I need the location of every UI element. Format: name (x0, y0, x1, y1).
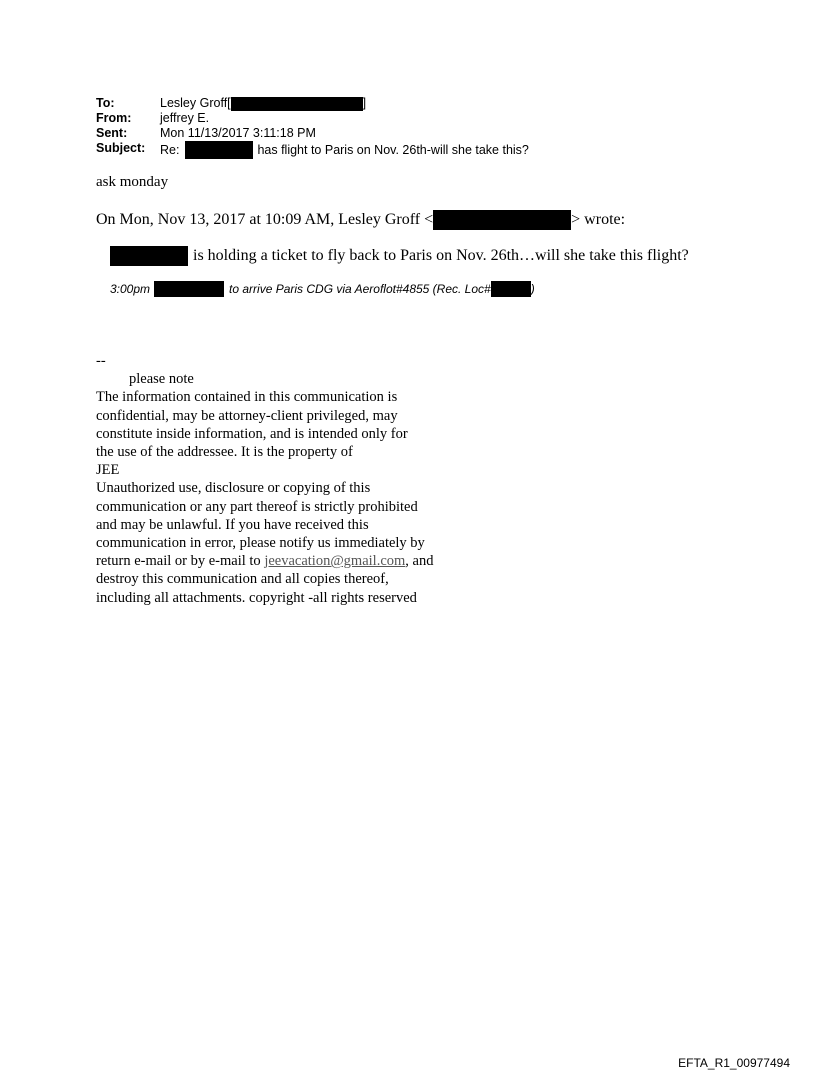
subject-row (96, 141, 529, 159)
flight-time: 3:00pm (110, 282, 151, 296)
redaction-box (491, 281, 531, 297)
email-link[interactable]: jeevacation@gmail.com (264, 553, 406, 570)
redaction-box (231, 97, 363, 111)
subject-prefix: Re: (160, 142, 180, 157)
to-value (160, 96, 366, 111)
disclaimer-line: confidential, may be attorney-client privileged, may (96, 407, 398, 424)
from-row (96, 111, 529, 126)
reply-text: ask monday (96, 174, 169, 190)
disclaimer-line: The information contained in this communication is (96, 389, 398, 406)
disclaimer-line: JEE (96, 462, 120, 479)
from-label: From: (96, 111, 132, 125)
redaction-box (433, 210, 571, 230)
signature-block (96, 352, 516, 607)
redaction-box (110, 246, 188, 266)
disclaimer-line: destroy this communication and all copies thereof, (96, 571, 389, 588)
signature-dash: -- (96, 353, 106, 369)
subject-value (160, 141, 529, 159)
sent-value: Mon 11/13/2017 3:11:18 PM (160, 126, 316, 140)
disclaimer-line: constitute inside information, and is intended only for (96, 425, 408, 442)
flight-details (110, 281, 535, 297)
flight-mid: to arrive Paris CDG via Aeroflot#4855 (Rec. Loc# (229, 282, 491, 296)
subject-label: Subject: (96, 141, 146, 155)
quote-intro-after: > wrote: (571, 211, 626, 228)
disclaimer-line: including all attachments. copyright -all rights reserved (96, 589, 417, 606)
disclaimer-line: Unauthorized use, disclosure or copying of this (96, 480, 371, 497)
disclaimer-line: communication or any part thereof is strictly prohibited (96, 498, 418, 515)
quote-intro-before: On Mon, Nov 13, 2017 at 10:09 AM, Lesley Groff < (96, 211, 434, 228)
flight-end: ) (530, 282, 535, 296)
to-label: To: (96, 96, 115, 110)
redaction-box (154, 281, 224, 297)
email-header (96, 96, 529, 159)
sent-label: Sent: (96, 126, 128, 140)
disclaimer-line: the use of the addressee. It is the property of (96, 444, 353, 461)
document-id: EFTA_R1_00977494 (678, 1056, 790, 1070)
disclaimer-line: and may be unlawful. If you have received this (96, 516, 369, 533)
quote-intro (96, 210, 625, 230)
sent-row (96, 126, 529, 141)
signature-note: please note (129, 371, 194, 388)
subject-rest: has flight to Paris on Nov. 26th-will she take this? (257, 142, 529, 157)
quoted-message-text: is holding a ticket to fly back to Paris on Nov. 26th…will she take this flight? (193, 247, 689, 264)
from-value: jeffrey E. (160, 111, 210, 125)
return-prefix: return e-mail or by e-mail to (96, 553, 265, 570)
disclaimer-email-line (96, 552, 516, 570)
to-name: Lesley Groff[ (160, 96, 231, 110)
redaction-box (185, 141, 253, 159)
to-row (96, 96, 529, 111)
to-close: ] (362, 96, 367, 110)
disclaimer-line: communication in error, please notify us immediately by (96, 535, 425, 552)
return-suffix: , and (405, 553, 434, 570)
quoted-message (110, 246, 689, 266)
